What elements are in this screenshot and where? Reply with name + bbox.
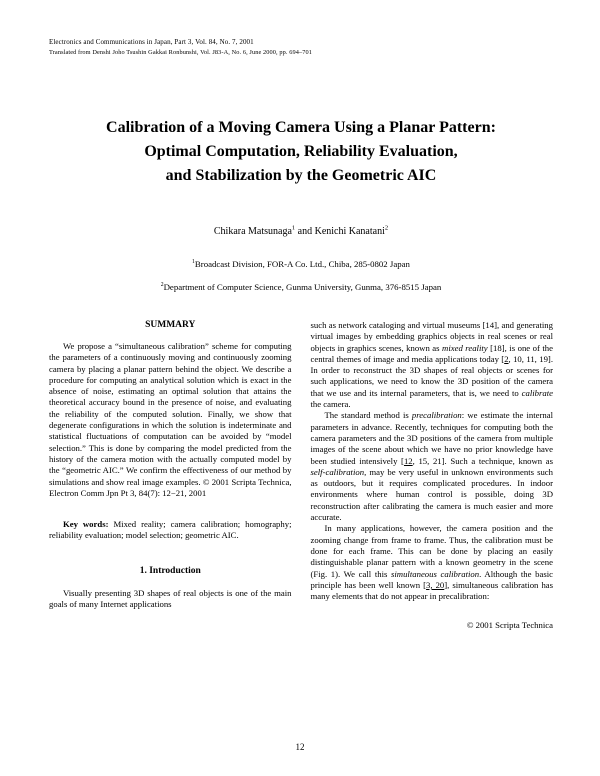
text-segment: simultaneous calibration	[391, 568, 480, 579]
text-segment: self-calibration	[310, 466, 365, 477]
text-segment: Mixed reality; camera calibration; homography; reliability evaluation; model selection; geometric AIC.	[49, 519, 292, 541]
text-segment: the camera.	[310, 399, 351, 410]
superscript-marker: 1	[192, 259, 195, 266]
citation-link[interactable]: 2	[504, 353, 509, 364]
page-number: 12	[295, 742, 305, 752]
body-paragraph-1	[311, 320, 554, 410]
translation-note-line: Translated from Denshi Joho Tsushin Gakkai Ronbunshi, Vol. J83-A, No. 6, June 2000, pp. 694–701	[49, 49, 312, 56]
superscript-marker: 1	[291, 224, 296, 232]
copyright-notice: © 2001 Scripta Technica	[466, 620, 553, 631]
superscript-marker: 2	[160, 282, 164, 289]
right-column	[311, 320, 554, 630]
text-segment: : we estimate the internal parameters in advance. Recently, techniques for computing both the camera parameters and the 3D positions of the camera from multiple images of the scene about which we have no prior knowledge have been studied intensively [	[310, 410, 553, 466]
body-paragraph-2	[311, 410, 554, 523]
text-segment: ], simultaneous calibration has many elements that do not appear in precalibration:	[310, 579, 554, 602]
keywords-paragraph	[49, 519, 292, 542]
text-segment: Key words:	[63, 519, 109, 530]
text-segment: precalibration	[411, 410, 462, 421]
text-segment: [18], is one of the central themes of image and media applications today [	[310, 342, 553, 364]
authors-line	[49, 226, 553, 237]
text-segment: Chikara Matsunaga	[213, 226, 292, 237]
paper-title-line-1: Calibration of a Moving Camera Using a Planar Pattern:	[106, 119, 496, 136]
summary-heading: SUMMARY	[145, 320, 196, 330]
paper-title-line-2: Optimal Computation, Reliability Evaluation,	[144, 143, 458, 160]
text-segment: mixed reality	[442, 342, 488, 353]
journal-header	[49, 38, 553, 56]
text-segment: . Although the basic principle has been well known [	[310, 568, 553, 590]
affiliation-1	[49, 259, 553, 269]
left-column	[49, 320, 292, 630]
text-segment: The standard method is	[324, 410, 412, 421]
paper-title-line-3: and Stabilization by the Geometric AIC	[165, 167, 437, 184]
text-segment: , 10, 11, 19]. In order to reconstruct the 3D shapes of real objects or scenes for such applications, we need to know the 3D position of the camera that we use and its internal parameters, that is, we need to	[310, 353, 553, 398]
text-segment: and Kenichi Kanatani	[295, 226, 385, 237]
text-segment: In many applications, however, the camera position and the zooming change from frame to frame. Thus, the calibration must be done for each frame. This can be done by placing an easily distinguishable planar pattern with a known geometry in the scene (Fig. 1). We call this	[310, 523, 553, 579]
summary-paragraph: We propose a “simultaneous calibration” scheme for computing the parameters of a continuously moving and continuously zooming camera by placing a planar pattern behind the object. We describe a procedure for computing an analytical solution which is exact in the absence of noise, estimating an optimal solution that attains the theoretical accuracy bound in the presence of noise, and evaluating the reliability of the computed solution. Finally, we show that degenerate configurations in which the solution is indeterminate and statistical fluctuations of computation can be avoided by “model selection.” This is done by comparing the model predicted from the history of the camera motion with the actually computed model by the “geometric AIC.” We confirm the effectiveness of our method by simulations and show real image examples. © 2001 Scripta Technica, Electron Comm Jpn Pt 3, 84(7): 12−21, 2001	[49, 341, 292, 498]
journal-citation-line: Electronics and Communications in Japan, Part 3, Vol. 84, No. 7, 2001	[49, 38, 254, 46]
text-segment: calibrate	[521, 387, 553, 398]
introduction-paragraph: Visually presenting 3D shapes of real objects is one of the main goals of many Internet applications	[49, 587, 292, 610]
text-segment: Broadcast Division, FOR-A Co. Ltd., Chiba, 285-0802 Japan	[194, 259, 410, 269]
two-column-body	[49, 320, 553, 630]
citation-link[interactable]: 3, 20	[426, 579, 445, 590]
paper-title	[49, 116, 553, 188]
text-segment: such as network cataloging and virtual museums [14], and generating virtual images by embedding graphics objects in real scenes or real objects in graphics scenes, known as	[310, 320, 553, 353]
text-segment: , 15, 21]. Such a technique, known as	[412, 455, 553, 466]
affiliation-2	[49, 282, 553, 292]
text-segment: , may be very useful in unknown environments such as outdoors, but it requires complicated procedures. In indoor environments where human control is possible, doing 3D reconstruction after calibrating the camera is much easier and more accurate.	[310, 466, 553, 523]
introduction-heading: 1. Introduction	[139, 565, 201, 576]
superscript-marker: 2	[384, 224, 389, 232]
body-paragraph-3	[311, 523, 554, 602]
citation-link[interactable]: 12	[403, 455, 413, 466]
text-segment: Department of Computer Science, Gunma University, Gunma, 376-8515 Japan	[163, 282, 442, 292]
